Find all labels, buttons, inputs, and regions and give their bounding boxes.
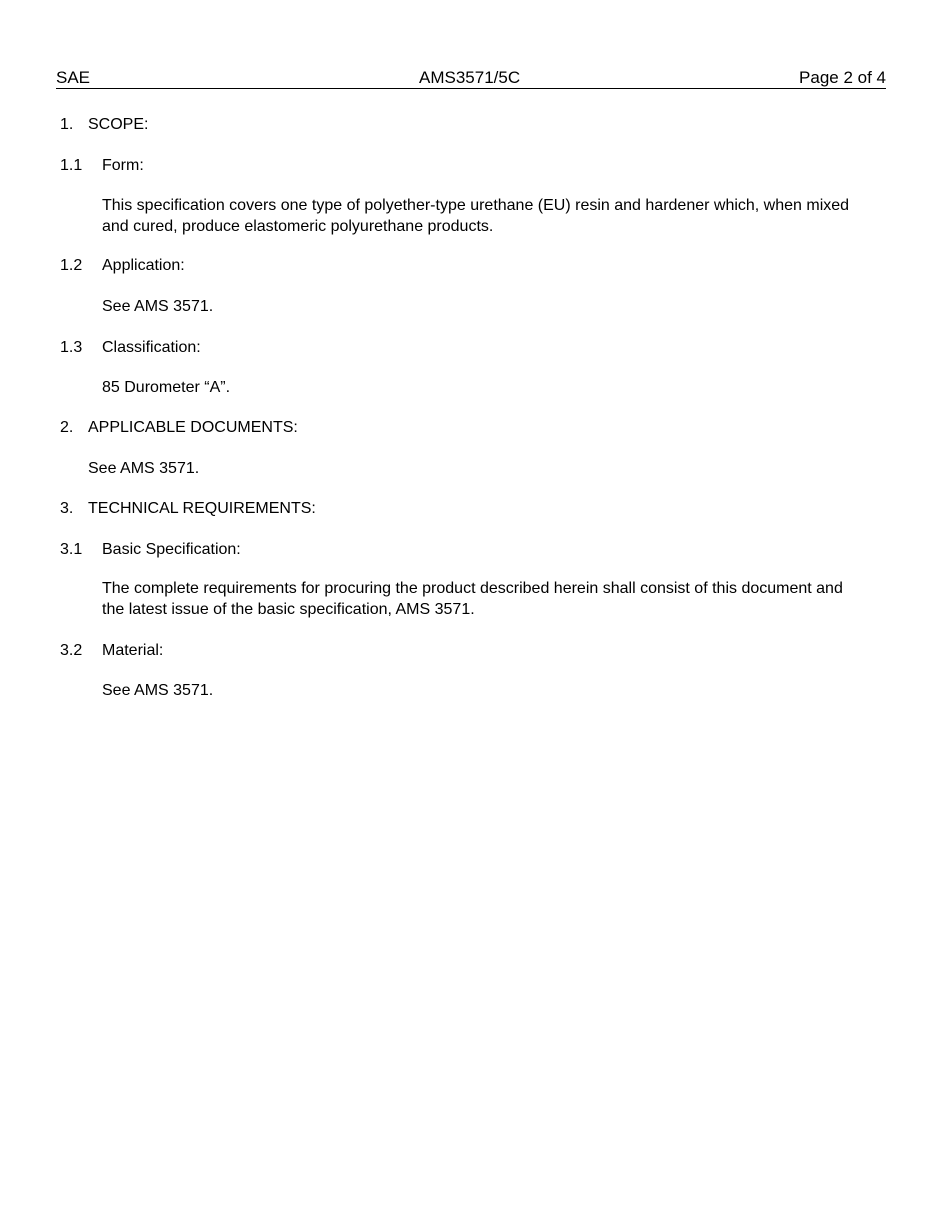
section-number: 3. (60, 500, 74, 517)
section-1-3-paragraph: 85 Durometer “A”. (102, 379, 231, 396)
section-2-paragraph: See AMS 3571. (88, 460, 200, 477)
section-title: Form: (102, 157, 144, 174)
section-title: Material: (102, 642, 164, 659)
section-number: 3.2 (60, 642, 83, 659)
section-number: 1. (60, 116, 74, 133)
header-org: SAE (56, 68, 91, 87)
section-number: 2. (60, 419, 74, 436)
section-1-1-paragraph: This specification covers one type of polyether-type urethane (EU) resin and hardener which, when mixed and cured, produce elastomeric polyurethane products. (102, 197, 850, 235)
page-header (56, 68, 886, 89)
header-doc-id: AMS3571/5C (419, 68, 521, 87)
section-3-2-paragraph: See AMS 3571. (102, 682, 214, 699)
section-1-2-paragraph: See AMS 3571. (102, 298, 214, 315)
section-number: 3.1 (60, 541, 83, 558)
header-page-number: Page 2 of 4 (799, 68, 886, 87)
section-3-1-paragraph: The complete requirements for procuring the product described herein shall consist of this document and the latest issue of the basic specification, AMS 3571. (102, 580, 843, 618)
section-number: 1.2 (60, 257, 83, 274)
section-number: 1.3 (60, 339, 83, 356)
section-title: Basic Specification: (102, 541, 241, 558)
section-title: SCOPE: (88, 116, 149, 133)
section-title: Classification: (102, 339, 201, 356)
section-title: TECHNICAL REQUIREMENTS: (88, 500, 316, 517)
section-title: Application: (102, 257, 185, 274)
section-number: 1.1 (60, 157, 83, 174)
section-title: APPLICABLE DOCUMENTS: (88, 419, 298, 436)
